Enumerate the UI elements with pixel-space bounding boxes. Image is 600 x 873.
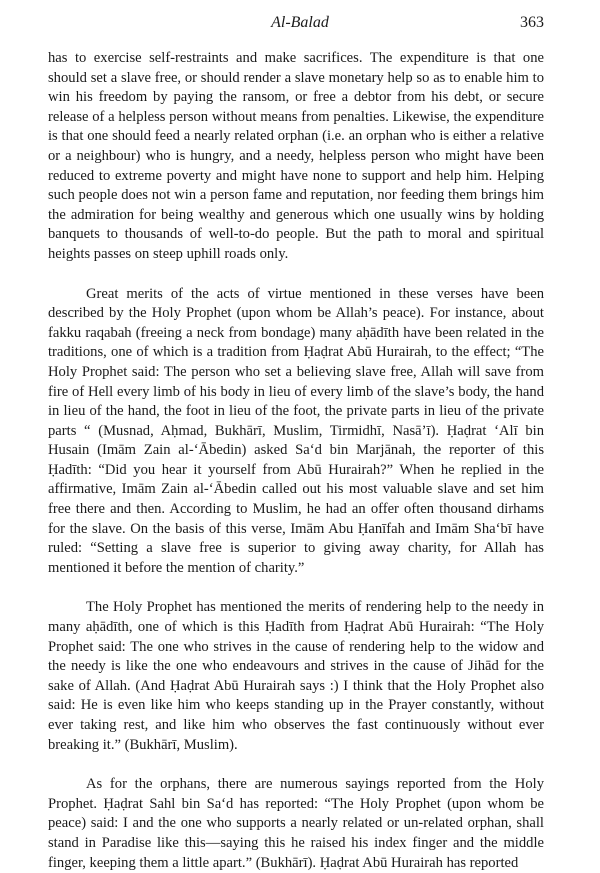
body-text bbox=[48, 49, 544, 873]
paragraph-2: Great merits of the acts of virtue mentioned in these verses have been described by the Holy Prophet (upon whom be Allah’s peace). For instance, about fakku raqabah (freeing a neck from bondage) many aḥādīth have been related in the traditions, one of which is a tradition from Ḥaḍrat Abū Hurairah, to the effect; “The Holy Prophet said: The person who set a believing slave free, Allah will save from fire of Hell every limb of his body in lieu of every limb of the slave’s body, the hand in lieu of the hand, the foot in lieu of the foot, the private parts in lieu of the private parts “ (Musnad, Aḥmad, Bukhārī, Muslim, Tirmidhī, Nasā’ī). Ḥaḍrat ‘Alī bin Husain (Imām Zain al-‘Ābedin) asked Sa‘d bin Marjānah, the reporter of this Ḥadīth: “Did you hear it yourself from Abū Hurairah?” When he replied in the affirmative, Imām Zain al-‘Ābedin called out his most valuable slave and set him free there and then. According to Muslim, he had an offer often thousand dirhams for the slave. On the basis of this verse, Imām Abu Ḥanīfah and Imām Sha‘bī have ruled: “Setting a slave free is superior to giving away charity, for Allah has mentioned it before the mention of charity.” bbox=[48, 285, 544, 576]
paragraph-1: has to exercise self-restraints and make sacrifices. The expenditure is that one should set a slave free, or should render a slave monetary help so as to enable him to win his freedom by paying the ransom, or free a debtor from his debt, or secure release of a helpless person without means from penalties. Likewise, the expenditure is that one should feed a nearly related orphan (i.e. an orphan who is either a relative or a neighbour) who is hungry, and a needy, helpless person who might have been reduced to extreme poverty and might have none to support and help him. Helping such people does not win a person fame and reputation, nor feeding them brings him the admiration for being wealthy and generous which one usually wins by holding banquets to thousands of well-to-do people. But the path to moral and spiritual heights passes on steep uphill roads only. bbox=[48, 50, 544, 262]
running-head bbox=[0, 14, 600, 36]
paragraph-4: As for the orphans, there are numerous sayings reported from the Holy Prophet. Ḥaḍrat Sahl bin Sa‘d has reported: “The Holy Prophet (upon whom be peace) said: I and the one who supports a nearly related or un-related orphan, shall stand in Paradise like this—saying this he raised his index finger and the middle finger, keeping them a little apart.” (Bukhārī). Ḥaḍrat Abū Hurairah has reported bbox=[48, 776, 544, 871]
paragraph-3: The Holy Prophet has mentioned the merits of rendering help to the needy in many aḥādīth, one of which is this Ḥadīth from Ḥaḍrat Abū Hurairah: “The Holy Prophet said: The one who strives in the cause of rendering help to the widow and the needy is like the one who endeavours and strives in the cause of Jihād for the sake of Allah. (And Ḥaḍrat Abū Hurairah says :) I think that the Holy Prophet also said: He is even like him who keeps standing up in the Prayer constantly, without ever taking rest, and like him who observes the fast continuously without ever breaking it.” (Bukhārī, Muslim). bbox=[48, 599, 544, 753]
page-number: 363 bbox=[520, 14, 544, 31]
running-title: Al-Balad bbox=[271, 14, 329, 31]
